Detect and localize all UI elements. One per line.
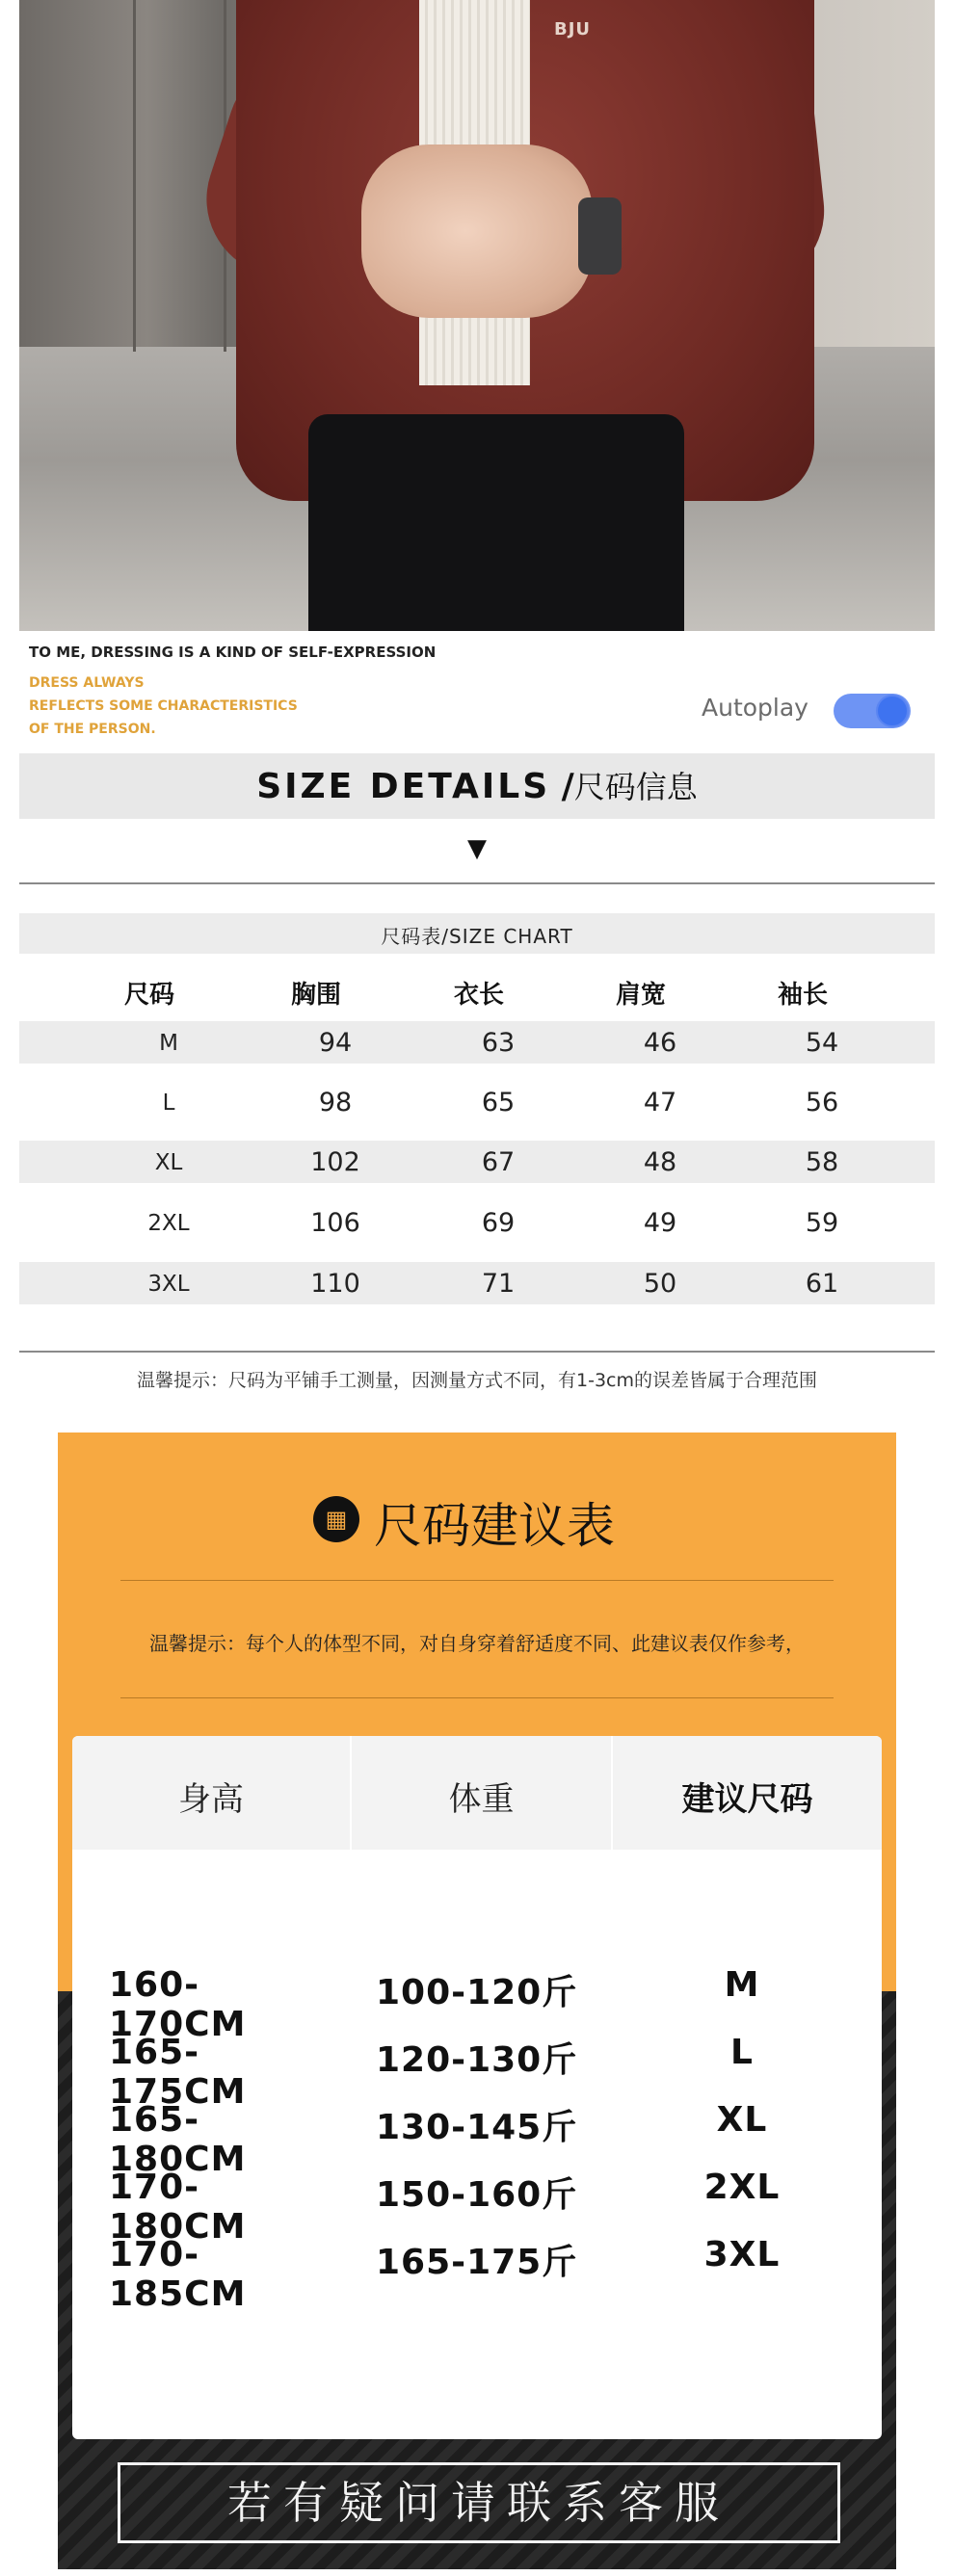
cell-height: 170-185CM [109,2235,247,2314]
contact-service-button[interactable]: 若有疑问请联系客服 [118,2462,840,2543]
cell-weight: 100-120斤 [376,1973,578,2012]
table-row [19,1021,935,1064]
cell-shoulder: 50 [643,1269,677,1299]
shirt-logo-text: BJU [554,19,592,39]
cell-length: 71 [481,1269,516,1299]
table-row [19,1141,935,1183]
cell-size: XL [154,1150,183,1175]
ruler-icon: ▦ [313,1496,359,1542]
table-row [19,1262,935,1304]
cell-size: XL [716,2100,768,2140]
cell-height: 165-175CM [109,2033,247,2112]
toggle-knob [876,695,909,727]
cell-size: L [162,1091,175,1116]
cell-size: 3XL [147,1272,190,1297]
title-separator: / [561,767,574,806]
cell-shoulder: 48 [643,1147,677,1177]
cell-height: 165-180CM [109,2100,247,2179]
cell-size: 3XL [703,2235,781,2274]
measurement-tip: 温馨提示：尺码为平铺手工测量，因测量方式不同，有1-3cm的误差皆属于合理范围 [137,1370,817,1391]
header-suggested-size: 建议尺码 [681,1780,813,1819]
hands [361,145,593,318]
header-weight: 体重 [448,1780,515,1819]
header-sleeve: 袖长 [777,981,828,1010]
cell-chest: 102 [310,1147,360,1177]
size-chart-title: 尺码表/SIZE CHART [381,925,573,948]
header-height: 身高 [178,1780,244,1819]
product-photo [19,0,935,631]
header-size: 尺码 [123,981,174,1010]
cell-sleeve: 58 [805,1147,839,1177]
divider [120,1580,834,1581]
table-row [19,1201,935,1244]
arrow-down-icon: ▼ [467,834,487,863]
divider [19,882,935,884]
cell-sleeve: 56 [805,1088,839,1117]
tagline-sub [29,671,298,741]
cell-size: 2XL [703,2168,781,2207]
autoplay-toggle[interactable] [834,694,911,728]
cell-chest: 94 [318,1028,353,1058]
cell-weight: 130-145斤 [376,2108,578,2147]
wristwatch [578,197,622,275]
divider [120,1697,834,1698]
title-cn: 尺码信息 [573,769,698,805]
header-length: 衣长 [453,981,504,1010]
cell-sleeve: 54 [805,1028,839,1058]
cell-chest: 98 [318,1088,353,1117]
cell-weight: 150-160斤 [376,2175,578,2215]
divider [19,1351,935,1353]
cell-length: 63 [481,1028,516,1058]
cell-size: M [724,1965,760,2005]
header-shoulder: 肩宽 [615,981,666,1010]
cell-shoulder: 47 [643,1088,677,1117]
tagline: TO ME, DRESSING IS A KIND OF SELF-EXPRESSION [29,644,437,661]
cell-size: L [730,2033,754,2072]
table-row [19,1081,935,1123]
size-details-title [0,763,954,807]
cell-length: 65 [481,1088,516,1117]
pants [308,414,684,631]
cell-weight: 120-130斤 [376,2040,578,2080]
recommend-tip: 温馨提示：每个人的体型不同，对自身穿着舒适度不同、此建议表仅作参考， [149,1632,805,1655]
tagline-sub-line: DRESS ALWAYS [29,675,145,691]
cell-shoulder: 46 [643,1028,677,1058]
cell-height: 160-170CM [109,1965,247,2044]
header-chest: 胸围 [290,981,341,1010]
recommend-title: 尺码建议表 [374,1498,615,1554]
autoplay-label: Autoplay [702,694,808,722]
cell-sleeve: 61 [805,1269,839,1299]
title-en: SIZE DETAILS [256,767,551,806]
cell-length: 67 [481,1147,516,1177]
cell-chest: 106 [310,1208,360,1238]
tagline-sub-line: REFLECTS SOME CHARACTERISTICS [29,698,298,714]
wall-panel-line [133,0,136,352]
cell-size: M [159,1031,178,1056]
cell-size: 2XL [147,1211,190,1236]
cell-weight: 165-175斤 [376,2243,578,2282]
tagline-sub-line: OF THE PERSON. [29,722,156,737]
cell-sleeve: 59 [805,1208,839,1238]
cell-shoulder: 49 [643,1208,677,1238]
cell-height: 170-180CM [109,2168,247,2247]
cell-chest: 110 [310,1269,360,1299]
cell-length: 69 [481,1208,516,1238]
